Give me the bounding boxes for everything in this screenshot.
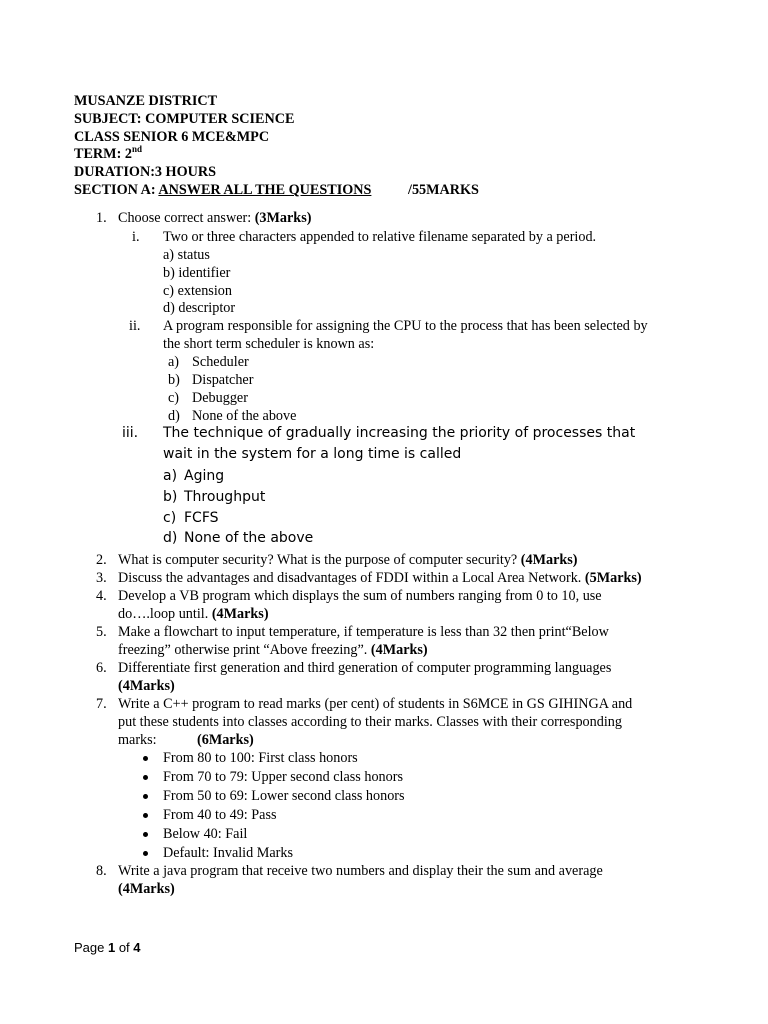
q1-i-text: Two or three characters appended to relative filename separated by a period. [163, 229, 597, 245]
q7-marks: (6Marks) [197, 732, 254, 748]
section-prefix: SECTION A: [74, 182, 159, 198]
q8-marks: (4Marks) [118, 881, 175, 897]
q1-ii-option-b-letter: b) [168, 372, 180, 388]
q1-ii-line2: the short term scheduler is known as: [163, 336, 375, 352]
bullet-icon [143, 813, 148, 818]
q6-marks: (4Marks) [118, 678, 175, 694]
q1-iii-option-c: FCFS [184, 510, 219, 526]
bullet-icon [143, 851, 148, 856]
q1-i-option-c: c) extension [163, 283, 232, 299]
q1-text [118, 210, 311, 227]
section-marks: /55MARKS [408, 182, 479, 198]
q1-iii-option-a-letter: a) [163, 468, 178, 484]
q2-number: 2. [96, 552, 107, 568]
q1-ii-number: ii. [129, 318, 141, 334]
q2-marks: (4Marks) [520, 552, 578, 568]
district-heading: MUSANZE DISTRICT [74, 93, 218, 109]
q2-text [118, 552, 578, 569]
bullet-icon [143, 756, 148, 761]
bullet-icon [143, 794, 148, 799]
footer-total-pages: 4 [133, 940, 141, 955]
q1-ii-option-d: None of the above [192, 408, 297, 424]
q4-prompt-end: do….loop until. [118, 606, 212, 622]
q7-line3: marks: [118, 732, 157, 748]
q1-iii-option-c-letter: c) [163, 510, 177, 526]
term-heading [74, 146, 142, 163]
q1-i-number: i. [132, 229, 140, 245]
q5-prompt-end: freezing” otherwise print “Above freezing”. [118, 642, 371, 658]
q1-iii-line1: The technique of gradually increasing the priority of processes that [163, 425, 636, 441]
q1-number: 1. [96, 210, 107, 226]
q3-number: 3. [96, 570, 107, 586]
q1-ii-line1: A program responsible for assigning the CPU to the process that has been selected by [163, 318, 648, 334]
q7-bullet-item: Below 40: Fail [163, 826, 248, 842]
footer-middle: of [115, 940, 134, 955]
q6-line1: Differentiate first generation and third generation of computer programming languages [118, 660, 612, 676]
q4-line2 [118, 606, 269, 623]
q1-i-option-d: d) descriptor [163, 300, 236, 316]
q7-bullet-item: From 40 to 49: Pass [163, 807, 277, 823]
class-heading: CLASS SENIOR 6 MCE&MPC [74, 129, 270, 145]
q1-iii-line2: wait in the system for a long time is called [163, 446, 462, 462]
q1-prompt: Choose correct answer: [118, 210, 255, 226]
q5-number: 5. [96, 624, 107, 640]
q1-ii-option-d-letter: d) [168, 408, 180, 424]
footer-prefix: Page [74, 940, 108, 955]
page-number-footer [74, 940, 141, 955]
q4-number: 4. [96, 588, 107, 604]
term-label: TERM: 2 [74, 146, 132, 162]
q7-bullet-item: From 70 to 79: Upper second class honors [163, 769, 403, 785]
q1-iii-option-b: Throughput [184, 489, 266, 505]
q7-line2: put these students into classes according to their marks. Classes with their corresponding [118, 714, 622, 730]
q7-number: 7. [96, 696, 107, 712]
q7-bullet-item: From 50 to 69: Lower second class honors [163, 788, 405, 804]
q2-prompt: What is computer security? What is the purpose of computer security? [118, 552, 521, 568]
q3-prompt: Discuss the advantages and disadvantages of FDDI within a Local Area Network. [118, 570, 585, 586]
q7-bullet-item: From 80 to 100: First class honors [163, 750, 358, 766]
q5-line1: Make a flowchart to input temperature, if temperature is less than 32 then print“Below [118, 624, 609, 640]
q1-iii-option-a: Aging [184, 468, 225, 484]
q1-ii-option-b: Dispatcher [192, 372, 254, 388]
bullet-icon [143, 775, 148, 780]
q1-marks: (3Marks) [254, 210, 312, 226]
subject-heading: SUBJECT: COMPUTER SCIENCE [74, 111, 295, 127]
q1-i-option-b: b) identifier [163, 265, 231, 281]
q6-number: 6. [96, 660, 107, 676]
q1-ii-option-a-letter: a) [168, 354, 180, 370]
q1-ii-option-c: Debugger [192, 390, 248, 406]
q5-marks: (4Marks) [370, 642, 428, 658]
q1-iii-option-b-letter: b) [163, 489, 178, 505]
q8-line1: Write a java program that receive two numbers and display their the sum and average [118, 863, 603, 879]
section-instruction: ANSWER ALL THE QUESTIONS [158, 182, 372, 198]
q7-bullet-item: Default: Invalid Marks [163, 845, 294, 861]
q1-iii-option-d: None of the above [184, 530, 314, 546]
q7-line1: Write a C++ program to read marks (per cent) of students in S6MCE in GS GIHINGA and [118, 696, 633, 712]
q1-iii-option-d-letter: d) [163, 530, 178, 546]
term-superscript: nd [131, 144, 142, 154]
duration-heading: DURATION:3 HOURS [74, 164, 217, 180]
section-heading [74, 182, 371, 199]
q3-text [118, 570, 642, 587]
q5-line2 [118, 642, 428, 659]
q4-line1: Develop a VB program which displays the sum of numbers ranging from 0 to 10, use [118, 588, 602, 604]
q1-i-option-a: a) status [163, 247, 210, 263]
q1-ii-option-c-letter: c) [168, 390, 180, 406]
q1-ii-option-a: Scheduler [192, 354, 249, 370]
q3-marks: (5Marks) [584, 570, 642, 586]
footer-current-page: 1 [107, 940, 116, 955]
bullet-icon [143, 832, 148, 837]
q4-marks: (4Marks) [211, 606, 269, 622]
q8-number: 8. [96, 863, 107, 879]
q1-iii-number: iii. [122, 425, 139, 441]
